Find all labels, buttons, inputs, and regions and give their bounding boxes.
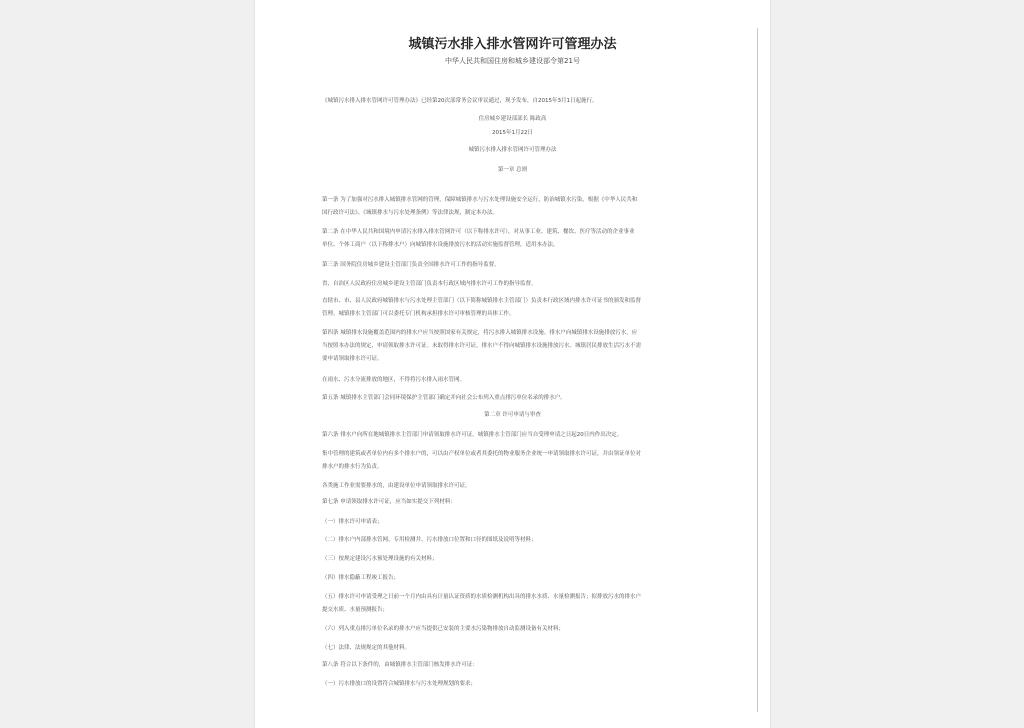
- text-line: 当按照本办法的规定，申请领取排水许可证。未取得排水许可证，排水户不得向城镇排水设施排放污水。城镇居民排放生活污水不需: [322, 343, 642, 349]
- text-line: （一）排水许可申请表；: [322, 519, 383, 525]
- document-page: [255, 0, 770, 728]
- text-line: 直辖市、市、县人民政府城镇排水与污水处理主管部门（以下简称城镇排水主管部门）负责本行政区域内排水许可证书的颁发和监督: [322, 298, 642, 304]
- document-title: 城镇污水排入排水管网许可管理办法: [408, 37, 617, 52]
- text-line: 《城镇污水排入排水管网许可管理办法》已经第20次部常务会议审议通过，现予发布，自2015年3月1日起施行。: [322, 98, 598, 104]
- text-line: （三）按规定建设污水预处理设施的有关材料；: [322, 556, 438, 562]
- text-line: 单位、个体工商户（以下称排水户）向城镇排水设施排放污水的活动实施监督管理，适用本办法。: [322, 242, 559, 248]
- text-line: 第二条 在中华人民共和国境内申请污水排入排水管网许可（以下称排水许可），对从事工业、建筑、餐饮、医疗等活动的企业事业: [322, 229, 635, 235]
- text-line: 管理。城镇排水主管部门可以委托专门机构承担排水许可审核管理的具体工作。: [322, 311, 515, 317]
- text-line: 住房城乡建设部部长 陈政高: [478, 116, 547, 122]
- text-line: （二）排水户内部排水管网、专用检测井、污水排放口位置和口径的图纸及说明等材料；: [322, 537, 537, 543]
- text-line: 在雨水、污水分流排放的地区，不得将污水排入雨水管网。: [322, 377, 466, 383]
- text-line: （一）污水排放口的设置符合城镇排水与污水处理规划的要求；: [322, 681, 477, 687]
- text-line: 第五条 城镇排水主管部门会同环境保护主管部门确定并向社会公布列入重点排污单位名录的排水户。: [322, 395, 566, 401]
- text-line: 国行政许可法》、《城镇排水与污水处理条例》等法律法规，制定本办法。: [322, 210, 499, 216]
- text-line: （七）法律、法规规定的其他材料。: [322, 645, 411, 651]
- text-line: 第六条 排水户向所在地城镇排水主管部门申请领取排水许可证。城镇排水主管部门应当自受理申请之日起20日内作出决定。: [322, 432, 623, 438]
- text-line: 第四条 城镇排水设施覆盖范围内的排水户应当按照国家有关规定，将污水排入城镇排水设施。排水户向城镇排水设施排放污水，应: [322, 330, 638, 336]
- text-line: （六）列入重点排污单位名录的排水户应当提供已安装的主要水污染物排放自动监测设备有关材料；: [322, 626, 565, 632]
- text-line: 提交水质、水量预测报告；: [322, 607, 389, 613]
- text-line: 第三条 国务院住房城乡建设主管部门负责全国排水许可工作的指导监督。: [322, 262, 500, 268]
- text-line: 第八条 符合以下条件的，由城镇排水主管部门核发排水许可证：: [322, 662, 478, 668]
- text-line: 集中管理的建筑或者单位内有多个排水户的，可以由产权单位或者其委托的物业服务企业统一申请领取排水许可证，并由领证单位对: [322, 451, 642, 457]
- chapter-heading: 第一章 总则: [497, 167, 528, 173]
- text-line: 排水户的排水行为负责。: [322, 464, 383, 470]
- document-subtitle: 中华人民共和国住房和城乡建设部令第21号: [445, 57, 580, 65]
- text-line: （五）排水许可申请受理之日前一个月内由具有计量认证资质的水质检测机构出具的排水水质、水量检测报告；拟排放污水的排水户: [322, 594, 642, 600]
- text-line: 第七条 申请领取排水许可证，应当如实提交下列材料：: [322, 499, 456, 505]
- text-line: 省、自治区人民政府住房城乡建设主管部门负责本行政区域内排水许可工作的指导监督。: [322, 281, 537, 287]
- text-line: 第一条 为了加强对污水排入城镇排水管网的管理，保障城镇排水与污水处理设施安全运行，防治城镇水污染，根据《中华人民共和: [322, 197, 638, 203]
- text-line: 要申请领取排水许可证。: [322, 356, 383, 362]
- text-line: 城镇污水排入排水管网许可管理办法: [468, 147, 557, 153]
- text-line: （四）排水隐蔽工程竣工报告；: [322, 575, 400, 581]
- text-line: 各类施工作业需要排水的，由建设单位申请领取排水许可证。: [322, 483, 471, 489]
- text-line: 2015年1月22日: [492, 130, 533, 136]
- chapter-heading: 第二章 许可申请与审查: [484, 412, 541, 418]
